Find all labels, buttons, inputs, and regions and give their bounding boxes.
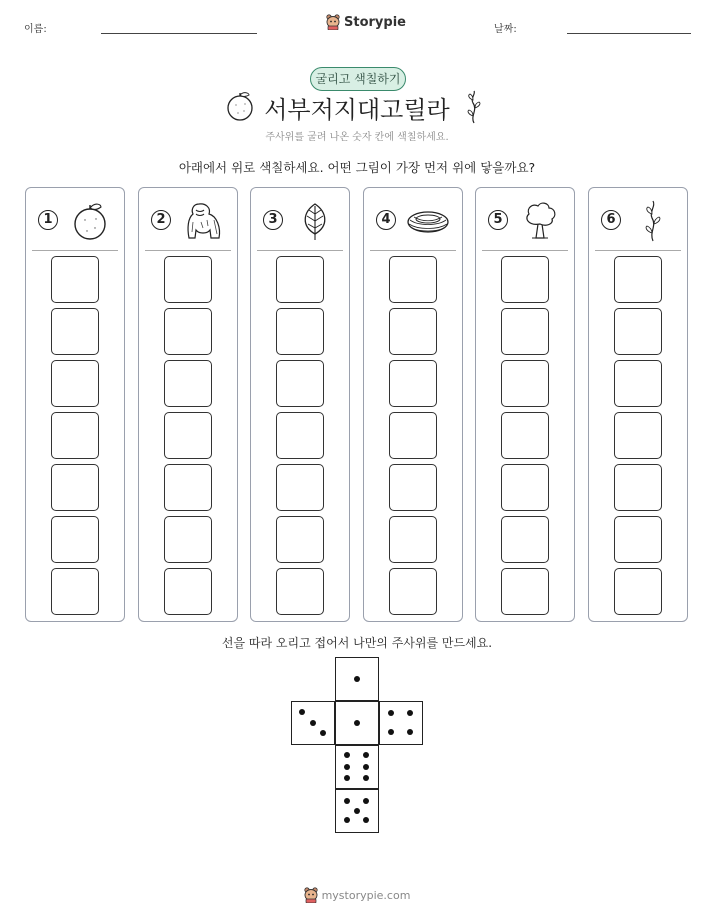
dice-pip [344,764,350,770]
column-6 [588,187,688,622]
dice-face [335,657,379,701]
dice-pip [407,729,413,735]
dice-pip [320,730,326,736]
page-subtitle: 주사위를 굴려 나온 숫자 칸에 색칠하세요. [265,132,449,143]
dice-pip [344,817,350,823]
page-title: 서부저지대고릴라 [264,96,450,124]
orange-icon [66,200,114,242]
color-cell[interactable] [164,516,212,563]
color-cell[interactable] [51,256,99,303]
color-cell[interactable] [276,412,324,459]
color-cell[interactable] [164,308,212,355]
color-cell[interactable] [614,568,662,615]
column-4 [363,187,463,622]
color-cell[interactable] [51,516,99,563]
name-label: 이름: [24,24,47,35]
column-divider [257,250,343,251]
column-number: 5 [488,210,508,230]
dice-pip [407,710,413,716]
dice-pip [354,676,360,682]
color-cell[interactable] [51,360,99,407]
color-cell[interactable] [164,360,212,407]
footer [0,887,714,903]
color-cell[interactable] [389,308,437,355]
activity-badge: 굴리고 색칠하기 [310,67,406,91]
tree-icon [516,200,564,242]
column-5 [475,187,575,622]
dice-face [379,701,423,745]
color-cell[interactable] [164,464,212,511]
column-number: 1 [38,210,58,230]
color-cell[interactable] [389,412,437,459]
dice-pip [363,817,369,823]
color-cell[interactable] [276,516,324,563]
color-cell[interactable] [276,464,324,511]
column-1 [25,187,125,622]
column-2 [138,187,238,622]
dice-pip [363,752,369,758]
color-cell[interactable] [614,412,662,459]
color-cell[interactable] [389,360,437,407]
color-cell[interactable] [614,464,662,511]
color-cell[interactable] [614,308,662,355]
dice-pip [344,798,350,804]
color-cell[interactable] [389,568,437,615]
color-cell[interactable] [614,516,662,563]
color-cell[interactable] [614,256,662,303]
column-divider [370,250,456,251]
vine-icon [629,200,677,242]
dice-pip [299,709,305,715]
instruction-text: 아래에서 위로 색칠하세요. 어떤 그림이 가장 먼저 위에 닿을까요? [178,160,536,175]
column-divider [145,250,231,251]
storypie-mascot-icon [326,14,340,30]
column-number: 3 [263,210,283,230]
column-3 [250,187,350,622]
dice-face [335,745,379,789]
dice-face [291,701,335,745]
brand-name: Storypie [344,14,406,30]
column-divider [482,250,568,251]
dice-pip [363,775,369,781]
name-line[interactable] [101,33,257,34]
color-cell[interactable] [501,464,549,511]
dice-face [335,789,379,833]
dice-pip [354,808,360,814]
dice-pip [354,720,360,726]
column-divider [32,250,118,251]
color-cell[interactable] [164,568,212,615]
color-cell[interactable] [276,308,324,355]
date-label: 날짜: [494,24,517,35]
color-cell[interactable] [276,256,324,303]
brand-logo [326,14,406,30]
leaf-icon [291,200,339,242]
dice-pip [310,720,316,726]
color-cell[interactable] [51,568,99,615]
color-cell[interactable] [51,308,99,355]
color-cell[interactable] [389,516,437,563]
footer-url: mystorypie.com [321,888,411,902]
color-cell[interactable] [501,412,549,459]
storypie-mascot-icon [304,887,318,903]
color-cell[interactable] [389,256,437,303]
date-line[interactable] [567,33,691,34]
dice-pip [344,752,350,758]
dice-pip [388,710,394,716]
vine-title-icon [464,90,484,124]
color-cell[interactable] [164,412,212,459]
color-cell[interactable] [614,360,662,407]
dice-instruction: 선을 따라 오리고 접어서 나만의 주사위를 만드세요. [221,636,493,650]
color-cell[interactable] [501,516,549,563]
dice-pip [388,729,394,735]
color-cell[interactable] [51,464,99,511]
dice-pip [344,775,350,781]
column-number: 2 [151,210,171,230]
dice-pip [363,798,369,804]
color-cell[interactable] [164,256,212,303]
column-number: 6 [601,210,621,230]
color-cell[interactable] [501,256,549,303]
color-cell[interactable] [51,412,99,459]
column-divider [595,250,681,251]
dice-face [335,701,379,745]
color-cell[interactable] [501,360,549,407]
color-cell[interactable] [501,308,549,355]
color-cell[interactable] [276,360,324,407]
nest-icon [404,200,452,242]
gorilla-icon [179,200,227,242]
dice-pip [363,764,369,770]
color-cell[interactable] [276,568,324,615]
color-cell[interactable] [389,464,437,511]
color-cell[interactable] [501,568,549,615]
column-number: 4 [376,210,396,230]
